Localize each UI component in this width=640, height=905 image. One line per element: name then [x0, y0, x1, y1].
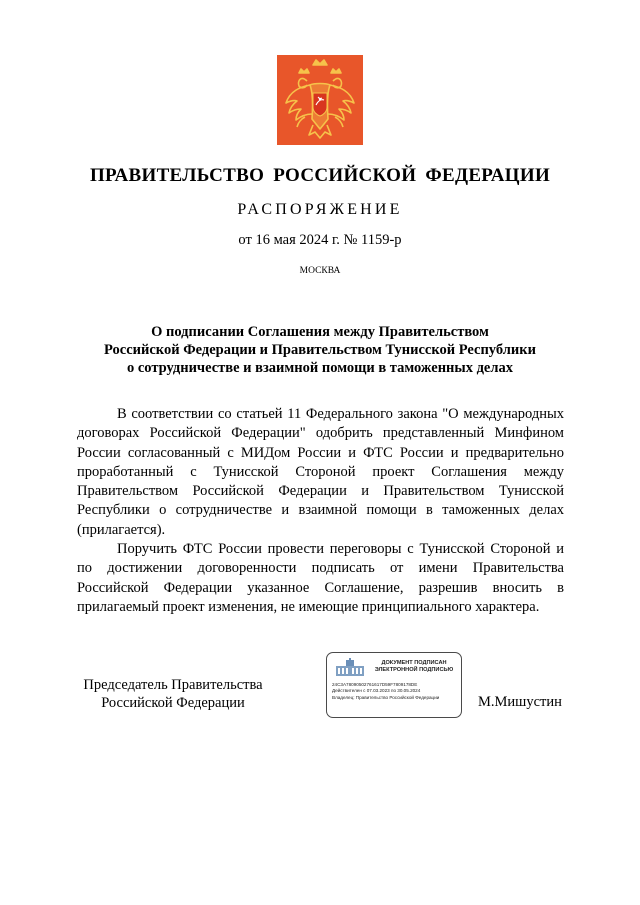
esign-certificate: 24C3A78090502761617D59F7809178DE	[332, 682, 418, 687]
esign-title	[369, 660, 459, 674]
electronic-signature-stamp	[326, 652, 462, 718]
document-city: МОСКВА	[299, 266, 341, 276]
signatory-position-line: Российской Федерации	[101, 695, 245, 711]
signatory-position-line: Председатель Правительства	[83, 677, 263, 693]
signatory-name: М.Мишустин	[478, 694, 562, 710]
document-heading	[60, 323, 580, 377]
body-paragraph: В соответствии со статьей 11 Федерального закона "О международных договорах Российской Федерации" одобрить представленный Минфином России согласованный с МИДом России и ФТС России и предварительно проработанный с Тунисской Стороной проект Соглашения между Правительством Российской Федерации и Правительством Тунисской Республики о сотрудничестве и взаимной помощи в таможенных делах (прилагается).	[77, 406, 564, 538]
document-body	[77, 405, 564, 617]
body-paragraph: Поручить ФТС России провести переговоры с Тунисской Стороной и по достижении договоренности подписать от имени Правительства Российской Федерации указанное Соглашение, разрешив вносить в прилагаемый проект изменения, не имеющие принципиального характера.	[77, 541, 564, 615]
building-icon	[334, 658, 366, 678]
heading-line: О подписании Соглашения между Правительством	[151, 324, 489, 340]
esign-title-line: ДОКУМЕНТ ПОДПИСАН	[381, 660, 447, 666]
signatory-position	[78, 676, 268, 712]
heading-line: о сотрудничестве и взаимной помощи в таможенных делах	[127, 360, 513, 376]
esign-details	[332, 682, 460, 701]
esign-title-line: ЭЛЕКТРОННОЙ ПОДПИСЬЮ	[374, 667, 454, 673]
heading-line: Российской Федерации и Правительством Тунисской Республики	[104, 342, 536, 358]
document-type: РАСПОРЯЖЕНИЕ	[237, 201, 403, 218]
document-date-number: от 16 мая 2024 г. № 1159-р	[238, 232, 402, 248]
coat-of-arms-icon	[277, 55, 363, 145]
government-title: ПРАВИТЕЛЬСТВО РОССИЙСКОЙ ФЕДЕРАЦИИ	[89, 165, 551, 186]
esign-validity: Действителен с 07.03.2023 по 30.05.2024	[332, 688, 421, 694]
esign-owner: Владелец: Правительство Российской Федерации	[332, 694, 440, 700]
